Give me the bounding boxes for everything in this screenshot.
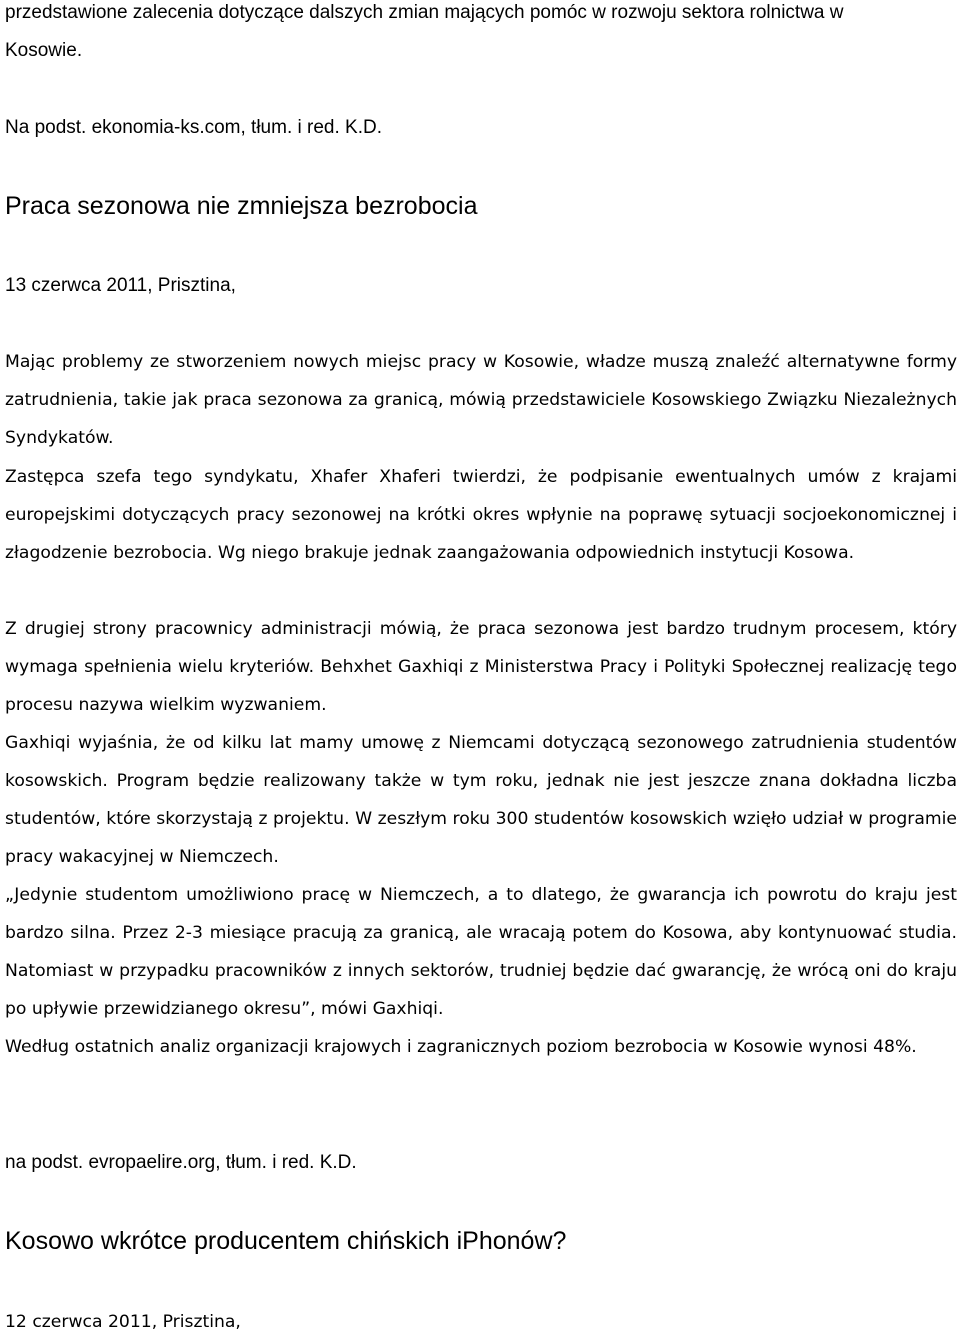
intro-source: Na podst. ekonomia-ks.com, tłum. i red. K.D. bbox=[5, 117, 382, 138]
article-1-title: Praca sezonowa nie zmniejsza bezrobocia bbox=[5, 192, 478, 220]
article-1-source: na podst. evropaelire.org, tłum. i red. K.D. bbox=[5, 1152, 357, 1173]
article-2-title: Kosowo wkrótce producentem chińskich iPhonów? bbox=[5, 1227, 567, 1255]
article-1-dateline: 13 czerwca 2011, Prisztina, bbox=[5, 275, 236, 296]
article-1-lead: Mając problemy ze stworzeniem nowych miejsc pracy w Kosowie, władze muszą znaleźć alternatywne formy zatrudnienia, takie jak praca sezonowa za granicą, mówią przedstawiciele Kosowskiego Związku Niezależnych Syndykatów. bbox=[5, 352, 957, 448]
intro-line-2: Kosowie. bbox=[5, 40, 83, 61]
article-1-paragraph-2: Z drugiej strony pracownicy administracji mówią, że praca sezonowa jest bardzo trudnym procesem, który wymaga spełnienia wielu kryteriów. Behxhet Gaxhiqi z Ministerstwa Pracy i Polityki Społecznej realizację tego procesu nazywa wielkim wyzwaniem. bbox=[5, 619, 957, 715]
article-1-paragraph-1: Zastępca szefa tego syndykatu, Xhafer Xhaferi twierdzi, że podpisanie ewentualnych umów z krajami europejskimi dotyczących pracy sezonowej na krótki okres wpłynie na poprawę sytuacji socjoekonomicznej i złagodzenie bezrobocia. Wg niego brakuje jednak zaangażowania odpowiednich instytucji Kosowa. bbox=[5, 467, 957, 563]
article-1-paragraph-3: Gaxhiqi wyjaśnia, że od kilku lat mamy umowę z Niemcami dotyczącą sezonowego zatrudnienia studentów kosowskich. Program będzie realizowany także w tym roku, jednak nie jest jeszcze znana dokładna liczba studentów, które skorzystają z projektu. W zeszłym roku 300 studentów kosowskich wzięło udział w programie pracy wakacyjnej w Niemczech. bbox=[5, 733, 957, 867]
article-1-quote-paragraph: „Jedynie studentom umożliwiono pracę w Niemczech, a to dlatego, że gwarancja ich powrotu do kraju jest bardzo silna. Przez 2-3 miesiące pracują za granicą, ale wracają potem do Kosowa, aby kontynuować studia. Natomiast w przypadku pracowników z innych sektorów, trudniej będzie dać gwarancję, że wrócą oni do kraju po upływie przewidzianego okresu”, mówi Gaxhiqi. bbox=[5, 885, 957, 1019]
article-2-dateline: 12 czerwca 2011, Prisztina, bbox=[5, 1312, 241, 1332]
intro-line-1: przedstawione zalecenia dotyczące dalszych zmian mających pomóc w rozwoju sektora rolnictwa w bbox=[5, 2, 844, 23]
article-1-paragraph-5: Według ostatnich analiz organizacji krajowych i zagranicznych poziom bezrobocia w Kosowie wynosi 48%. bbox=[5, 1037, 917, 1057]
